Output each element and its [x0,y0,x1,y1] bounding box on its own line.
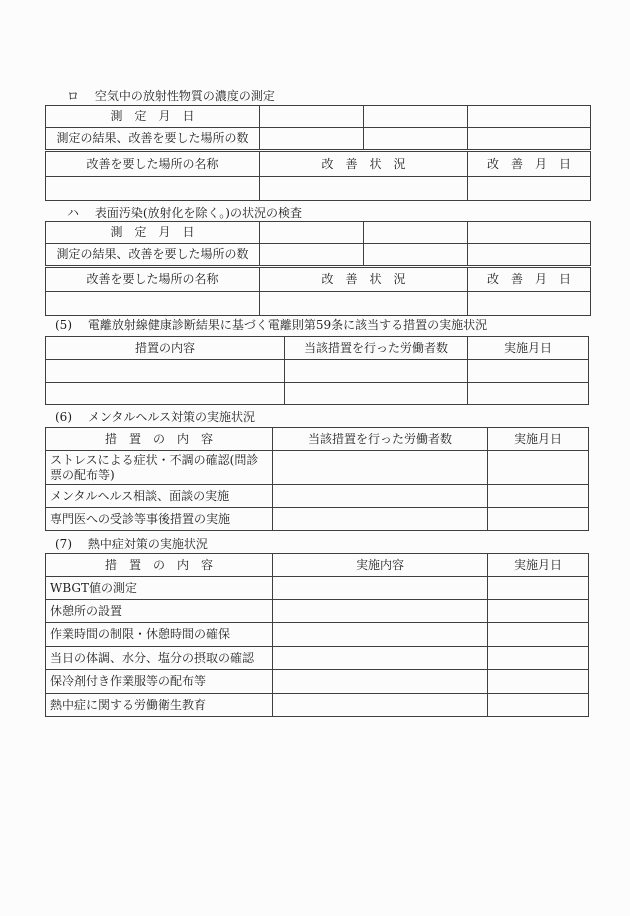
row-label: 測定の結果、改善を要した場所の数 [46,244,260,266]
column-header: 措 置 の 内 容 [46,554,273,577]
section-label: (6) [55,410,72,424]
mental-health-table [45,427,589,531]
empty-cell [273,451,488,485]
empty-cell [260,177,468,201]
row-label: 熱中症に関する労働衛生教育 [46,694,273,717]
empty-cell [364,128,468,150]
section-title: 空気中の放射性物質の濃度の測定 [94,89,275,103]
section-label: ハ [67,206,80,220]
section-label: ロ [67,89,80,103]
empty-cell [468,106,591,128]
table-header-row [46,554,589,577]
empty-cell [364,106,468,128]
column-header: 実施月日 [488,428,589,451]
empty-cell [260,244,364,266]
row-label: 当日の体調、水分、塩分の摂取の確認 [46,647,273,670]
empty-cell [488,647,589,670]
air-measurement-table [45,105,591,150]
row-label: 測 定 月 日 [46,222,260,244]
empty-cell [46,292,260,316]
table-row [46,694,589,717]
empty-cell [260,106,364,128]
row-label: 保冷剤付き作業服等の配布等 [46,670,273,694]
row-label: 測定の結果、改善を要した場所の数 [46,128,260,150]
column-header: 実施内容 [273,554,488,577]
empty-cell [488,485,589,508]
table-row [46,222,591,244]
table-row [46,600,589,623]
radiation-measures-table [45,336,589,405]
empty-cell [488,508,589,531]
column-header: 改善を要した場所の名称 [46,268,260,292]
section-heading-air [67,89,275,103]
table-header-row [46,152,591,177]
section-heading-mental-health [55,410,255,424]
section-label: (5) [55,318,72,332]
empty-cell [46,177,260,201]
column-header: 改 善 月 日 [468,152,591,177]
empty-cell [273,670,488,694]
section-title: 電離放射線健康診断結果に基づく電離則第59条に該当する措置の実施状況 [87,318,488,332]
column-header: 措置の内容 [46,337,285,360]
table-row [46,128,591,150]
row-label: メンタルヘルス相談、面談の実施 [46,485,273,508]
section-heading-radiation-measures [55,318,487,332]
empty-cell [468,177,591,201]
empty-cell [488,670,589,694]
empty-cell [46,383,285,405]
empty-cell [273,647,488,670]
column-header: 当該措置を行った労働者数 [285,337,468,360]
table-row [46,292,591,316]
section-heading-surface [67,206,302,220]
heat-stroke-table [45,553,589,717]
table-row [46,383,589,405]
empty-cell [273,694,488,717]
section-title: 熱中症対策の実施状況 [87,537,208,551]
table-row [46,485,589,508]
column-header: 実施月日 [488,554,589,577]
row-label: 休憩所の設置 [46,600,273,623]
row-label: ストレスによる症状・不調の確認(問診票の配布等) [46,451,273,485]
empty-cell [364,244,468,266]
table-row [46,360,589,383]
column-header: 改 善 月 日 [468,268,591,292]
empty-cell [260,128,364,150]
air-improvement-table [45,151,591,201]
table-row [46,577,589,600]
section-title: メンタルヘルス対策の実施状況 [87,410,255,424]
empty-cell [468,222,591,244]
empty-cell [273,485,488,508]
table-row [46,244,591,266]
table-header-row [46,337,589,360]
row-label: 測 定 月 日 [46,106,260,128]
empty-cell [273,600,488,623]
empty-cell [364,222,468,244]
empty-cell [285,383,468,405]
table-row [46,106,591,128]
column-header: 改 善 状 況 [260,268,468,292]
empty-cell [488,623,589,647]
table-header-row [46,268,591,292]
empty-cell [285,360,468,383]
empty-cell [273,577,488,600]
table-row [46,623,589,647]
table-row [46,177,591,201]
table-row [46,451,589,485]
empty-cell [260,222,364,244]
section-title: 表面汚染(放射化を除く。)の状況の検査 [94,206,302,220]
table-row [46,508,589,531]
column-header: 実施月日 [468,337,589,360]
column-header: 措 置 の 内 容 [46,428,273,451]
empty-cell [488,600,589,623]
column-header: 当該措置を行った労働者数 [273,428,488,451]
empty-cell [468,360,589,383]
surface-measurement-table [45,221,591,266]
table-row [46,647,589,670]
empty-cell [273,508,488,531]
row-label: WBGT値の測定 [46,577,273,600]
section-heading-heat-stroke [55,537,208,551]
row-label: 作業時間の制限・休憩時間の確保 [46,623,273,647]
table-header-row [46,428,589,451]
empty-cell [488,694,589,717]
column-header: 改善を要した場所の名称 [46,152,260,177]
section-label: (7) [55,537,72,551]
empty-cell [468,128,591,150]
empty-cell [468,383,589,405]
empty-cell [468,244,591,266]
empty-cell [273,623,488,647]
column-header: 改 善 状 況 [260,152,468,177]
empty-cell [260,292,468,316]
table-row [46,670,589,694]
empty-cell [488,451,589,485]
row-label: 専門医への受診等事後措置の実施 [46,508,273,531]
empty-cell [468,292,591,316]
empty-cell [46,360,285,383]
surface-improvement-table [45,267,591,316]
empty-cell [488,577,589,600]
